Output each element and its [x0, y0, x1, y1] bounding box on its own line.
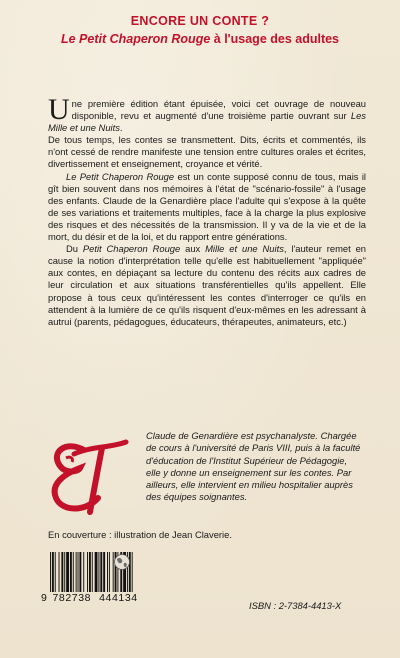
subtitle-rest: à l'usage des adultes	[210, 32, 340, 46]
book-title: ENCORE UN CONTE ?	[130, 14, 270, 28]
barcode-group-1: 782738	[52, 592, 92, 604]
et-monogram-logo	[44, 432, 130, 518]
isbn: ISBN : 2-7384-4413-X	[249, 600, 342, 611]
header	[0, 14, 400, 46]
paragraph-4: Du Petit Chaperon Rouge aux Mille et une Nuits, l'auteur remet en cause la notion d'interprétation telle qu'elle est habituellement "appliquée" aux contes, en dépiaçant sa lecture du contenu des récits aux cadres de leur circulation et aux situations transférentielles qu'ils appellent. Elle propose à tous ceux qu'intéressent les contes d'interroger ce qu'ils en attendent à la lumière de ce qu'ils risquent d'eux-mêmes en les adressant à autrui (parents, pédagogues, éducateurs, thérapeutes, animateurs, etc.)	[48, 243, 367, 327]
globe-icon	[113, 553, 131, 571]
blurb	[48, 93, 367, 328]
barcode	[41, 552, 166, 604]
cover-credit: En couverture : illustration de Jean Claverie.	[48, 529, 232, 540]
barcode-digits	[41, 592, 166, 604]
barcode-group-2: 444134	[99, 592, 138, 604]
barcode-first-digit: 9	[41, 592, 48, 604]
author-bio: Claude de Genardière est psychanalyste. Chargée de cours à l'université de Paris VIII, puis à la faculté d'éducation de l'Institut Supérieur de Pédagogie, elle y donne un enseignement sur les contes. Par ailleurs, elle intervient en milieu hospitalier auprès des équipes soignantes.	[146, 430, 361, 503]
book-subtitle	[0, 32, 400, 46]
paragraph-2: De tous temps, les contes se transmettent. Dits, écrits et commentés, ils n'ont cessé de rendre manifeste une tension entre cultures orales et écrites, divertissement et enseignement, croyance et vérité.	[48, 134, 366, 170]
paragraph-1: Une première édition étant épuisée, voici cet ouvrage de nouveau disponible, revu et augmenté d'une troisième partie ouvrant sur Les Mille et une Nuits.	[48, 93, 366, 134]
drop-cap: U	[48, 93, 70, 126]
paragraph-3: Le Petit Chaperon Rouge est un conte supposé connu de tous, mais il gît bien souvent dans nos mémoires à l'état de "scénario-fossile" à l'usage des enfants. Claude de la Genardière place l'adulte qui s'expose à la quête de ses variations et traitements multiples, face à la charge la plus explosive des risques et des nécessités de la transmission. Il y va de la vie et de la mort, du désir et de la loi, et du rapport entre générations.	[48, 170, 366, 243]
subtitle-italic: Le Petit Chaperon Rouge	[60, 32, 211, 46]
barcode-bars	[48, 552, 166, 592]
